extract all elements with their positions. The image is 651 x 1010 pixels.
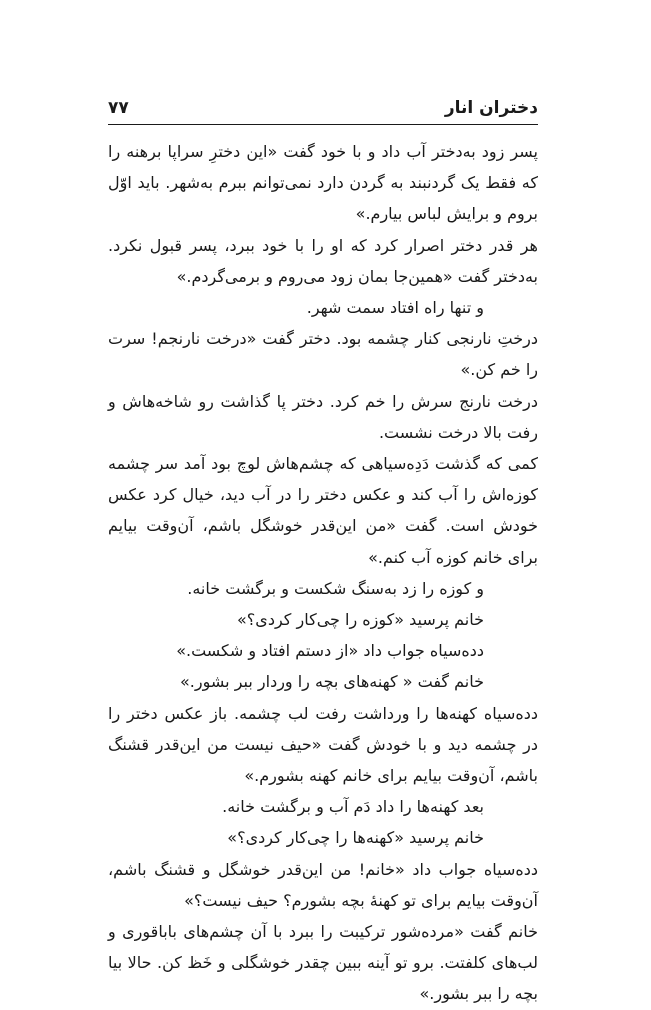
running-header [108,96,538,125]
paragraph: درختِ نارنجی کنار چشمه بود. دختر گفت «درخت نارنجم! سرت را خم کن.» [108,329,538,380]
paragraph: خانم گفت «مرده‌شور ترکیبت را ببرد با آن چشم‌های باباقوری و لب‌های کلفتت. برو تو آینه ببین چقدر خوشگلی و خَظ کن. حالا بیا بچه را ببر بشور.» [108,922,538,1004]
paragraph: خانم گفت « کهنه‌های بچه را وردار ببر بشور.» [180,672,484,692]
book-title: دختران انار [444,98,538,118]
paragraph: و تنها راه افتاد سمت شهر. [306,298,484,318]
paragraph: درخت نارنج سرش را خم کرد. دختر پا گذاشت رو شاخه‌هاش و رفت بالا درخت نشست. [108,391,538,442]
page-number: ۷۷ [108,98,129,118]
paragraph: خانم پرسید «کهنه‌ها را چی‌کار کردی؟» [227,828,484,848]
paragraph: بعد کهنه‌ها را داد دَم آب و برگشت خانه. [222,797,484,817]
paragraph: خانم پرسید «کوزه را چی‌کار کردی؟» [237,610,484,630]
paragraph: دده‌سیاه جواب داد «خانم! من این‌قدر خوشگل و قشنگ باشم، آن‌وقت بیایم برای تو کهنهٔ بچه بشورم؟ حیف نیست؟» [108,859,538,910]
paragraph: دده‌سیاه جواب داد «از دستم افتاد و شکست.» [176,641,484,661]
paragraph: و کوزه را زد به‌سنگ شکست و برگشت خانه. [187,578,484,598]
paragraph: دده‌سیاه کهنه‌ها را ورداشت رفت لب چشمه. باز عکس دختر را در چشمه دید و با خودش گفت «حیف نیست من این‌قدر قشنگ باشم، آن‌وقت بیایم برای خانم کهنه بشورم.» [108,703,538,786]
story-text [108,136,538,1010]
paragraph: هر قدر دختر اصرار کرد که او را با خود ببرد، پسر قبول نکرد. به‌دختر گفت «همین‌جا بمان زود می‌روم و برمی‌گردم.» [108,235,538,286]
paragraph: پسر زود به‌دختر آب داد و با خود گفت «این دخترِ سراپا برهنه را که فقط یک گردنبند به گردن دارد نمی‌توانم ببرم به‌شهر. باید اوّل بروم و برایش لباس بیارم.» [108,142,538,224]
paragraph: کمی که گذشت دَدِه‌سیاهی که چشم‌هاش لوچ بود آمد سر چشمه کوزه‌اش را آب کند و عکس دختر را در آب دید، خیال کرد عکس خودش است. گفت «من این‌قدر خوشگل باشم، آن‌وقت بیایم برای خانم کوزه آب کنم.» [108,454,538,567]
